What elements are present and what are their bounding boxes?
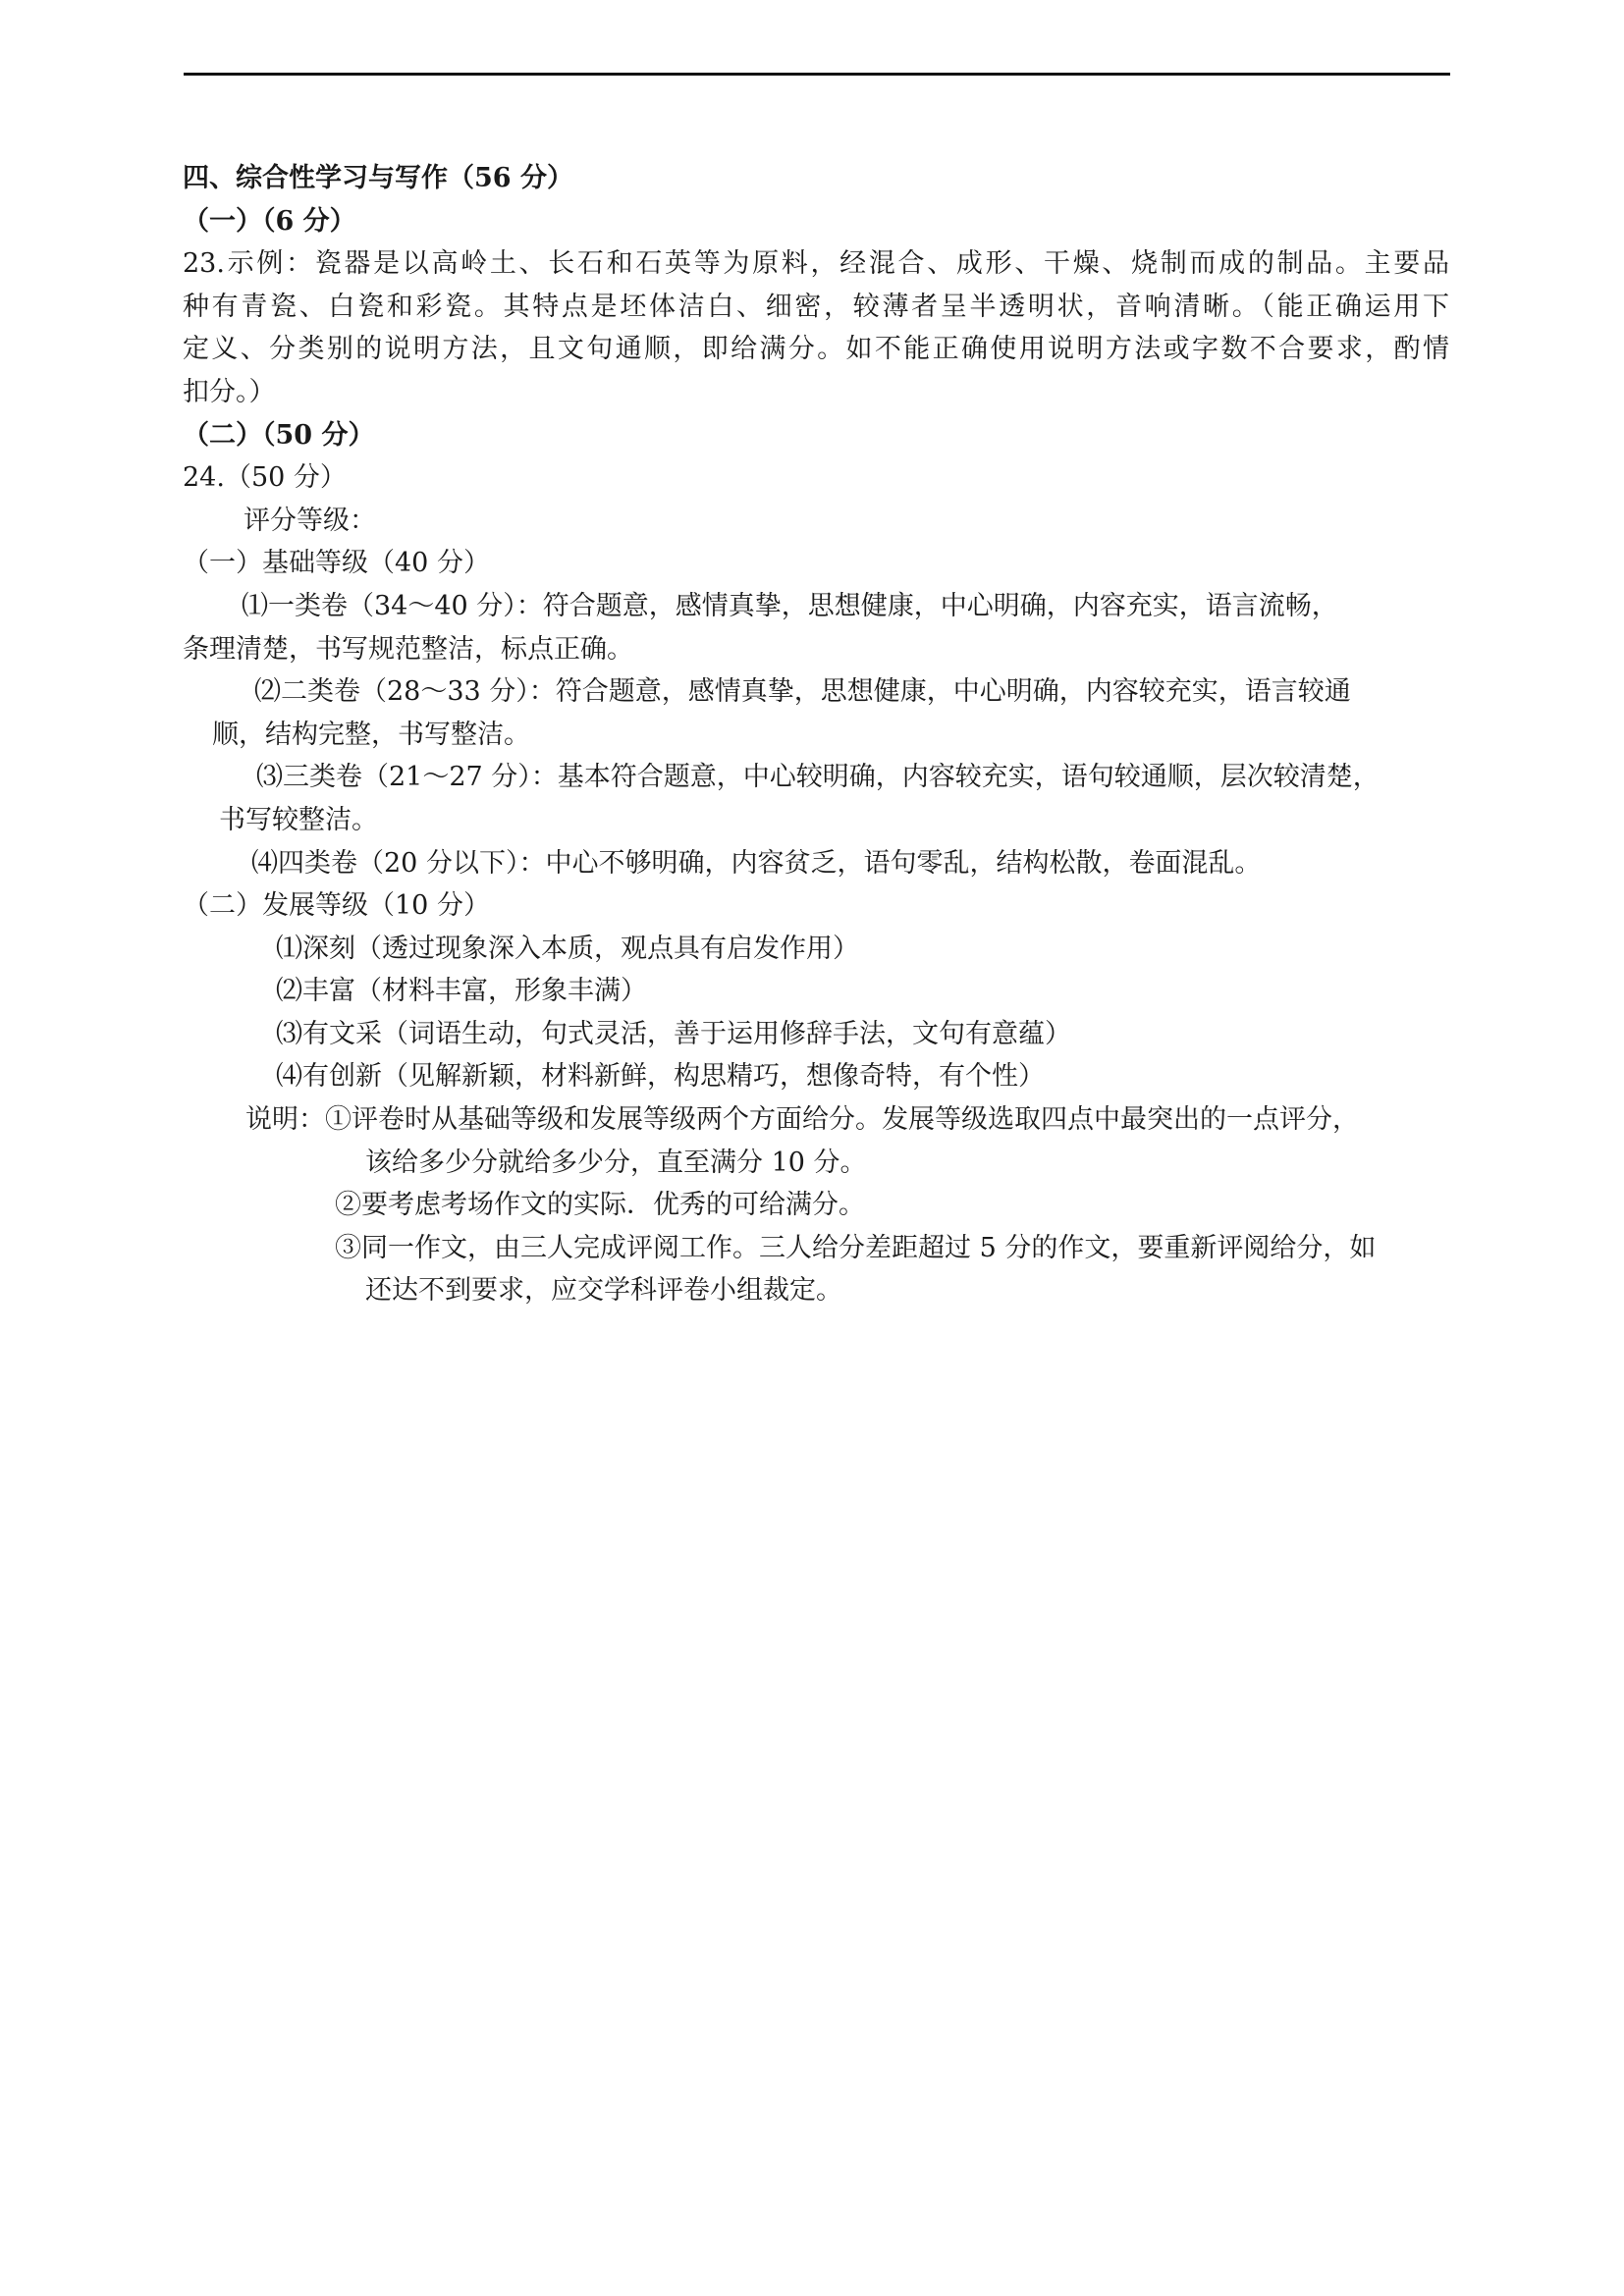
q23-line: 种有青瓷、白瓷和彩瓷。其特点是坯体洁白、细密，较薄者呈半透明状，音响清晰。（能正确运用下 xyxy=(183,291,1449,322)
grade-1-line: 条理清楚，书写规范整洁，标点正确。 xyxy=(183,633,633,665)
answer-key-document xyxy=(183,157,1449,1312)
part1-heading: （一）（6 分） xyxy=(183,205,356,237)
grade-4-criteria: ⑷四类卷（20 分以下）：中心不够明确，内容贫乏，语句零乱，结构松散，卷面混乱。 xyxy=(251,847,1262,879)
grade-2-line: 顺，结构完整，书写整洁。 xyxy=(212,719,530,750)
q23-line: 23.示例：瓷器是以高岭土、长石和石英等为原料，经混合、成形、干燥、烧制而成的制品。主要品 xyxy=(183,248,1449,280)
grading-notes xyxy=(183,1098,1449,1312)
development-level-heading: （二）发展等级（10 分） xyxy=(183,890,490,922)
development-item: ⑵丰富（材料丰富，形象丰满） xyxy=(276,976,647,1007)
note-3-line: ③同一作文，由三人完成评阅工作。三人给分差距超过 5 分的作文，要重新评阅给分，如 xyxy=(335,1232,1377,1263)
grade-2-line: ⑵二类卷（28～33 分）：符合题意，感情真挚，思想健康，中心明确，内容较充实，语言较通 xyxy=(254,676,1351,708)
grade-1-criteria xyxy=(183,585,1449,670)
note-2: ②要考虑考场作文的实际．优秀的可给满分。 xyxy=(335,1190,865,1221)
development-items xyxy=(183,928,1449,1098)
part2-heading: （二）（50 分） xyxy=(183,419,375,451)
grade-3-criteria xyxy=(183,756,1449,841)
basic-level-heading: （一）基础等级（40 分） xyxy=(183,548,490,579)
development-item: ⑶有文采（词语生动，句式灵活，善于运用修辞手法，文句有意蕴） xyxy=(276,1018,1071,1049)
q23-line: 扣分。） xyxy=(183,376,276,407)
grading-label: 评分等级： xyxy=(244,505,376,536)
development-item: ⑷有创新（见解新颖，材料新鲜，构思精巧，想像奇特，有个性） xyxy=(276,1061,1045,1093)
q23-answer xyxy=(183,242,1449,413)
note-1-line: 该给多少分就给多少分，直至满分 10 分。 xyxy=(365,1147,867,1178)
q23-line: 定义、分类别的说明方法，且文句通顺，即给满分。如不能正确使用说明方法或字数不合要求，酌情 xyxy=(183,334,1449,365)
note-1-line: 说明：①评卷时从基础等级和发展等级两个方面给分。发展等级选取四点中最突出的一点评分， xyxy=(245,1104,1359,1136)
development-item: ⑴深刻（透过现象深入本质，观点具有启发作用） xyxy=(276,933,859,964)
grade-3-line: 书写较整洁。 xyxy=(219,804,378,835)
header-rule xyxy=(184,73,1450,76)
grade-2-criteria xyxy=(183,670,1449,756)
note-3-line: 还达不到要求，应交学科评卷小组裁定。 xyxy=(365,1275,842,1307)
section-title: 四、综合性学习与写作（56 分） xyxy=(183,163,573,193)
grade-1-line: ⑴一类卷（34～40 分）：符合题意，感情真挚，思想健康，中心明确，内容充实，语言流畅， xyxy=(242,590,1338,621)
grade-3-line: ⑶三类卷（21～27 分）：基本符合题意，中心较明确，内容较充实，语句较通顺，层次较清楚， xyxy=(256,762,1380,793)
q24-title: 24.（50 分） xyxy=(183,462,347,494)
